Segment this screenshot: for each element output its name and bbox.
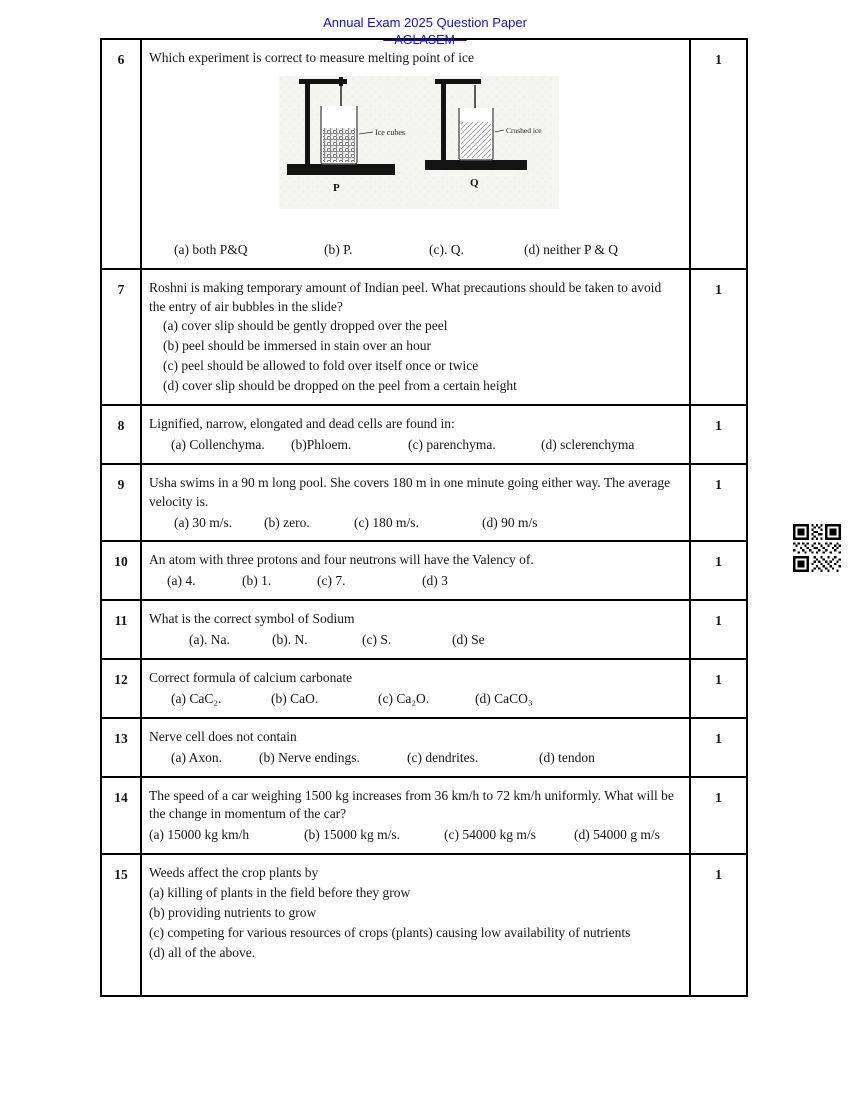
figure-caption-p: P [333,181,340,194]
question-number: 9 [101,464,141,542]
option-c: (c). Q. [429,241,464,257]
question-row-13 [101,718,747,777]
question-text: Roshni is making temporary amount of Indian peel. What precautions should be taken to avoid the entry of air bubbles in the slide? [149,279,662,314]
option-b: (b) 15000 kg m/s. [304,827,400,843]
option-d: (d) 90 m/s [482,514,538,530]
options-row [149,690,681,709]
option-c: (c) dendrites. [407,749,479,765]
question-row-7 [101,269,747,405]
options-row [149,631,681,650]
options-row [149,436,681,455]
option-d: (d) sclerenchyma [541,436,635,452]
question-row-15 [101,854,747,996]
question-number: 13 [101,718,141,777]
option-a: (a) cover slip should be gently dropped over the peel [163,318,448,334]
option-d: (d) all of the above. [149,944,256,960]
option-c: (c) 7. [317,573,346,589]
question-text: An atom with three protons and four neutrons will have the Valency of. [149,552,534,568]
option-c: (c) 180 m/s. [354,514,419,530]
option-a: (a) 4. [167,573,196,589]
option-b: (b) Nerve endings. [259,749,360,765]
question-number: 14 [101,777,141,855]
option-a: (a) both P&Q [174,241,248,257]
option-c: (c) 54000 kg m/s [444,827,536,843]
option-d: (d) cover slip should be dropped on the peel from a certain height [163,378,517,394]
option-d: (d) 3 [422,573,448,589]
question-row-11 [101,600,747,659]
options-row [149,749,681,768]
question-number: 6 [101,39,141,269]
option-d: (d) Se [452,632,485,648]
question-text: Which experiment is correct to measure melting point of ice [149,50,475,65]
option-a: (a) CaC₂. [171,690,222,706]
option-b: (b). N. [272,632,308,648]
question-marks: 1 [690,464,747,542]
question-number: 15 [101,854,141,996]
option-a: (a) 30 m/s. [174,514,233,530]
question-marks: 1 [690,600,747,659]
question-text: Lignified, narrow, elongated and dead cells are found in: [149,416,455,432]
options-list [149,317,681,396]
question-marks: 1 [690,659,747,718]
option-c: (c) peel should be allowed to fold over itself once or twice [163,358,479,374]
option-b: (b) zero. [264,514,310,530]
options-list [149,884,681,963]
option-b: (b) CaO. [271,690,319,706]
option-d: (d) 54000 g m/s [574,827,660,843]
page-title: Annual Exam 2025 Question Paper [323,15,527,30]
melting-point-figure [279,76,559,209]
question-text: Nerve cell does not contain [149,728,297,744]
option-a: (a). Na. [189,632,230,648]
figure-caption-q: Q [470,176,479,189]
qr-code [793,524,841,572]
question-row-9 [101,464,747,542]
question-row-12 [101,659,747,718]
question-text: Correct formula of calcium carbonate [149,670,353,686]
question-number: 8 [101,405,141,464]
option-a: (a) Axon. [171,749,222,765]
experiment-figure [279,76,559,215]
option-d: (d) neither P & Q [524,241,618,257]
figure-label-crushed-ice: Crushed ice [506,125,542,135]
options-row [149,826,681,845]
option-b: (b) P. [324,241,353,257]
option-a: (a) 15000 kg km/h [149,827,250,843]
question-marks: 1 [690,269,747,405]
option-b: (b)Phloem. [291,436,352,452]
option-b: (b) peel should be immersed in stain over an hour [163,338,432,354]
option-d: (d) tendon [539,749,595,765]
question-marks: 1 [690,39,747,269]
option-c: (c) parenchyma. [408,436,496,452]
option-c: (c) S. [362,632,392,648]
options-row [149,572,681,591]
question-number: 11 [101,600,141,659]
option-a: (a) Collenchyma. [171,436,265,452]
question-row-6 [101,39,747,269]
question-marks: 1 [690,854,747,996]
question-row-10 [101,541,747,600]
question-number: 12 [101,659,141,718]
question-marks: 1 [690,541,747,600]
question-marks: 1 [690,777,747,855]
question-text: Usha swims in a 90 m long pool. She covers 180 m in one minute going either way. The average velocity is. [149,474,671,509]
question-marks: 1 [690,405,747,464]
question-table [100,38,748,997]
watermark-text: -- AGLASEM -- [383,33,467,47]
question-row-14 [101,777,747,855]
option-b: (b) providing nutrients to grow [149,905,317,921]
option-c: (c) competing for various resources of crops (plants) causing low availability of nutrients [149,924,631,940]
question-marks: 1 [690,718,747,777]
question-text: Weeds affect the crop plants by [149,865,319,881]
option-b: (b) 1. [242,573,272,589]
option-a: (a) killing of plants in the field before they grow [149,885,411,901]
options-row [149,514,681,533]
question-text: What is the correct symbol of Sodium [149,611,355,627]
question-text: The speed of a car weighing 1500 kg increases from 36 km/h to 72 km/h uniformly. What will be the change in momentum of the car? [149,787,674,822]
option-d: (d) CaCO₃ [475,690,533,706]
options-row [149,241,681,260]
figure-label-ice-cubes: Ice cubes [375,127,405,137]
question-number: 10 [101,541,141,600]
question-row-8 [101,405,747,464]
question-number: 7 [101,269,141,405]
option-c: (c) Ca₂O. [378,690,430,706]
